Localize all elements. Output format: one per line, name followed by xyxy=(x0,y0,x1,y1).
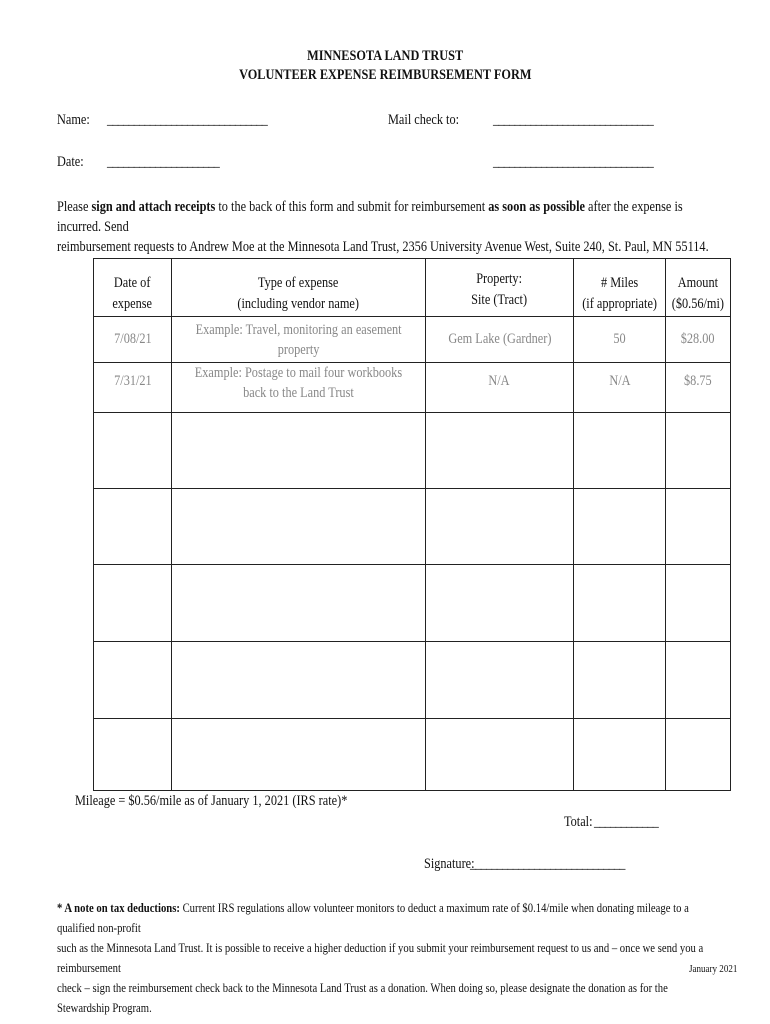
date-label: Date: xyxy=(57,154,84,170)
date-cell[interactable] xyxy=(94,642,172,719)
example-miles-cell: N/A xyxy=(573,363,665,413)
type-cell[interactable] xyxy=(172,565,426,642)
empty-row[interactable] xyxy=(94,489,731,565)
header-property: Property: Site (Tract) xyxy=(425,259,573,317)
amount-cell[interactable] xyxy=(666,489,731,565)
date-cell[interactable] xyxy=(94,413,172,489)
property-cell[interactable] xyxy=(425,642,573,719)
empty-row[interactable] xyxy=(94,413,731,489)
tax-note-line-3: check – sign the reimbursement check back to the Minnesota Land Trust as a donation. When doing so, please designate the donation as for the Stewardship Program. xyxy=(57,980,668,1015)
mail-check-field-2[interactable]: ______________________________ xyxy=(493,154,653,170)
type-cell[interactable] xyxy=(172,642,426,719)
property-cell[interactable] xyxy=(425,565,573,642)
date-cell[interactable] xyxy=(94,719,172,791)
header-amount: Amount ($0.56/mi) xyxy=(666,259,731,317)
example-amount-cell: $8.75 xyxy=(666,363,731,413)
expense-table xyxy=(93,258,731,791)
empty-row[interactable] xyxy=(94,565,731,642)
header-date: Date of expense xyxy=(94,259,172,317)
table-row xyxy=(94,363,731,413)
tax-note-line-1: * A note on tax deductions: Current IRS regulations allow volunteer monitors to deduct a maximum rate of $0.14/mile when donating mileage to a qualified non-profit xyxy=(57,900,689,935)
instructions-line-1: Please sign and attach receipts to the back of this form and submit for reimbursement as soon as possible after the expense is incurred. Send xyxy=(57,199,683,235)
example-property-cell: N/A xyxy=(425,363,573,413)
type-cell[interactable] xyxy=(172,489,426,565)
mail-check-label: Mail check to: xyxy=(388,112,460,128)
org-name: MINNESOTA LAND TRUST xyxy=(306,48,464,64)
property-cell[interactable] xyxy=(425,413,573,489)
header-type: Type of expense (including vendor name) xyxy=(172,259,426,317)
name-field[interactable]: ______________________________ xyxy=(107,112,267,128)
empty-row[interactable] xyxy=(94,642,731,719)
example-date-cell: 7/08/21 xyxy=(94,317,172,363)
instructions-line-2: reimbursement requests to Andrew Moe at the Minnesota Land Trust, 2356 University Avenue West, Suite 240, St. Paul, MN 55114. xyxy=(57,239,709,255)
date-cell[interactable] xyxy=(94,489,172,565)
miles-cell[interactable] xyxy=(573,565,665,642)
amount-cell[interactable] xyxy=(666,719,731,791)
instructions xyxy=(57,197,713,257)
tax-note-line-2: such as the Minnesota Land Trust. It is possible to receive a higher deduction if you submit your reimbursement request to us and – once we send you a reimbursement xyxy=(57,940,704,975)
property-cell[interactable] xyxy=(425,489,573,565)
mileage-note: Mileage = $0.56/mile as of January 1, 2021 (IRS rate)* xyxy=(75,793,348,809)
example-miles-cell: 50 xyxy=(573,317,665,363)
total-label: Total: xyxy=(564,814,593,830)
miles-cell[interactable] xyxy=(573,642,665,719)
example-amount-cell: $28.00 xyxy=(666,317,731,363)
signature-label: Signature: xyxy=(424,856,475,872)
miles-cell[interactable] xyxy=(573,413,665,489)
example-type-cell: Example: Travel, monitoring an easement property xyxy=(172,317,426,363)
example-property-cell: Gem Lake (Gardner) xyxy=(425,317,573,363)
empty-row[interactable] xyxy=(94,719,731,791)
example-date-cell: 7/31/21 xyxy=(94,363,172,413)
date-field[interactable]: _____________________ xyxy=(107,154,219,170)
type-cell[interactable] xyxy=(172,413,426,489)
example-type-cell: Example: Postage to mail four workbooks back to the Land Trust xyxy=(172,363,426,413)
signature-field[interactable]: _____________________________ xyxy=(470,856,625,872)
form-title: VOLUNTEER EXPENSE REIMBURSEMENT FORM xyxy=(238,67,532,83)
total-field[interactable]: ____________ xyxy=(594,814,658,830)
amount-cell[interactable] xyxy=(666,413,731,489)
date-cell[interactable] xyxy=(94,565,172,642)
miles-cell[interactable] xyxy=(573,489,665,565)
table-header-row xyxy=(94,259,731,317)
amount-cell[interactable] xyxy=(666,642,731,719)
tax-note xyxy=(57,898,713,1018)
table-row xyxy=(94,317,731,363)
header-miles: # Miles (if appropriate) xyxy=(573,259,665,317)
mail-check-field-1[interactable]: ______________________________ xyxy=(493,112,653,128)
name-label: Name: xyxy=(57,112,90,128)
type-cell[interactable] xyxy=(172,719,426,791)
footer-date: January 2021 xyxy=(689,963,738,975)
miles-cell[interactable] xyxy=(573,719,665,791)
property-cell[interactable] xyxy=(425,719,573,791)
amount-cell[interactable] xyxy=(666,565,731,642)
